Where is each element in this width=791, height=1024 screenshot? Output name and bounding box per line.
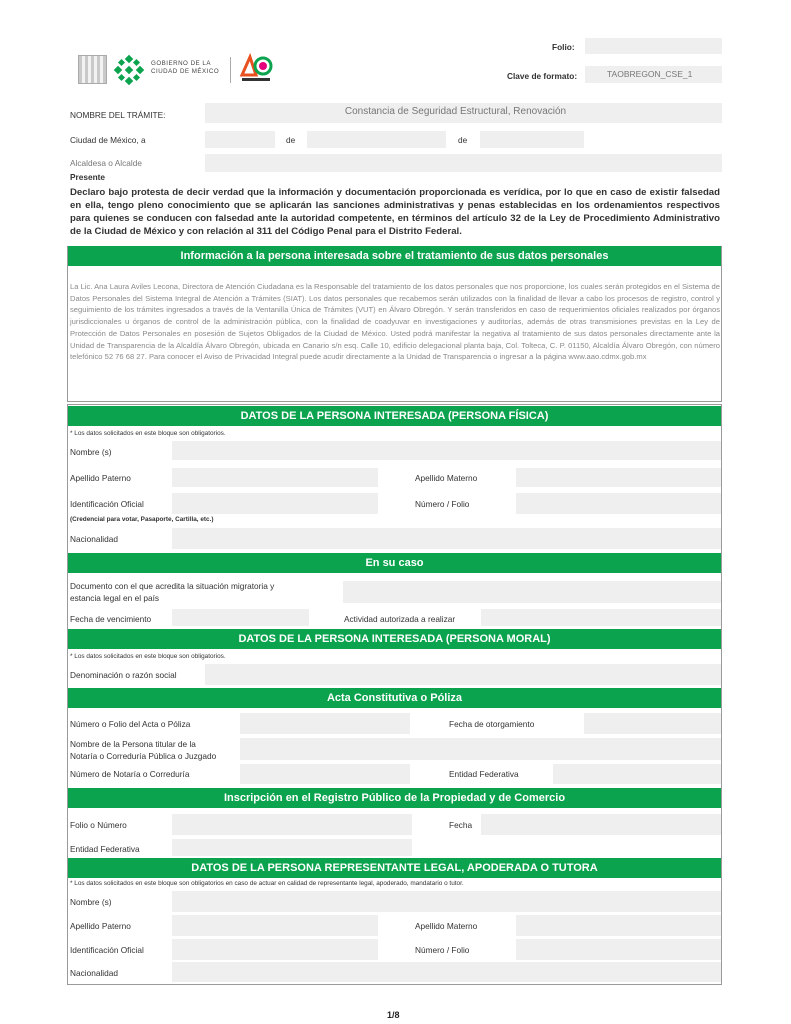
acta-entidad-input[interactable] <box>553 764 721 784</box>
fisica-apellido-paterno-input[interactable] <box>172 468 378 487</box>
representante-legal-title-bar: DATOS DE LA PERSONA REPRESENTANTE LEGAL, APODERADA O TUTORA <box>68 858 721 878</box>
clave-formato-field <box>585 66 722 83</box>
acta-numero-folio-input[interactable] <box>240 713 410 734</box>
registro-fecha-input[interactable] <box>481 814 721 835</box>
registro-fecha-label: Fecha <box>449 820 473 830</box>
persona-fisica-title-bar: DATOS DE LA PERSONA INTERESADA (PERSONA FÍSICA) <box>68 406 721 426</box>
fisica-nombre-label: Nombre (s) <box>70 447 112 457</box>
page-number: 1/8 <box>387 1010 400 1020</box>
clave-formato-value: TAOBREGON_CSE_1 <box>607 69 693 79</box>
nombre-titular-notaria-input[interactable] <box>240 738 721 760</box>
cdmx-logo-text <box>151 60 219 76</box>
folio-label: Folio: <box>552 42 575 52</box>
fecha-otorgamiento-input[interactable] <box>584 713 721 734</box>
rep-nacionalidad-input[interactable] <box>172 962 721 982</box>
alcaldesa-input[interactable] <box>205 154 722 172</box>
fisica-nacionalidad-label: Nacionalidad <box>70 534 118 544</box>
numero-notaria-input[interactable] <box>240 764 410 784</box>
moral-required-note: * Los datos solicitados en este bloque son obligatorios. <box>70 653 226 660</box>
tramite-field <box>205 103 722 123</box>
folio-input[interactable] <box>585 38 722 54</box>
documento-label-line1: Documento con el que acredita la situación migratoria y <box>70 581 275 591</box>
registro-entidad-input[interactable] <box>172 839 412 856</box>
rep-nacionalidad-label: Nacionalidad <box>70 968 118 978</box>
registro-publico-title-bar: Inscripción en el Registro Público de la Propiedad y de Comercio <box>68 788 721 808</box>
month-input[interactable] <box>307 131 446 148</box>
acta-constitutiva-title-bar: Acta Constitutiva o Póliza <box>68 688 721 708</box>
fisica-identificacion-input[interactable] <box>172 493 378 514</box>
rep-numero-folio-input[interactable] <box>516 939 721 960</box>
numero-notaria-label: Número de Notaría o Correduría <box>70 769 190 779</box>
fisica-apellido-paterno-label: Apellido Paterno <box>70 473 131 483</box>
fisica-nombre-input[interactable] <box>172 441 721 460</box>
rep-nombre-input[interactable] <box>172 891 721 912</box>
actividad-autorizada-label: Actividad autorizada a realizar <box>344 614 456 624</box>
documento-migratorio-label <box>70 580 274 604</box>
documento-migratorio-input[interactable] <box>343 581 721 603</box>
rep-apellido-materno-input[interactable] <box>516 915 721 936</box>
registro-folio-label: Folio o Número <box>70 820 127 830</box>
rep-apellido-materno-label: Apellido Materno <box>415 921 478 931</box>
fisica-identificacion-note: (Credencial para votar, Pasaporte, Cartilla, etc.) <box>70 516 214 523</box>
ciudad-fecha-label: Ciudad de México, a <box>70 135 146 145</box>
fecha-otorgamiento-label: Fecha de otorgamiento <box>449 719 535 729</box>
fisica-numero-folio-label: Número / Folio <box>415 499 470 509</box>
privacy-text: La Lic. Ana Laura Aviles Lecona, Directora de Atención Ciudadana es la Responsable del tratamiento de los datos personales que nos proporcione, los cuales serán protegidos en el Sistema de Datos Personales del Sistema Integral de Atención a Trámites (SIAT). Los datos personales que recabemos serán utilizados con la finalidad de llevar a cabo los procesos de registro, control y seguimiento de los trámites ingresados a través de la Ventanilla Única de Trámites (VUT) en Álvaro Obregón. Y serán transferidos en caso de requerimientos oficiales realizados por órganos jurisdiccionales u órganos de control de la administración pública, con la finalidad de coadyuvar en investigaciones y auditorías, además de otras transmisiones previstas en la Ley de Protección de Datos Personales en posesión de Sujetos Obligados de la Ciudad de México. Usted podrá manifestar la negativa al tratamiento de sus datos personales directamente ante la Unidad de Transparencia de la Alcaldía Álvaro Obregón, ubicada en Canario s/n esq. Calle 10, edificio delegacional planta baja, Col. Tolteca, C. P. 01150, Alcaldía Álvaro Obregón, con número telefónico 52 76 68 27. Para conocer el Aviso de Privacidad Integral puede acudir directamente a la Unidad de Transparencia o ingresar a la página www.aao.cdmx.gob.mx <box>70 282 720 362</box>
fisica-nacionalidad-input[interactable] <box>172 528 721 549</box>
registro-folio-input[interactable] <box>172 814 412 835</box>
cdmx-flower-logo <box>113 55 145 85</box>
persona-moral-title-bar: DATOS DE LA PERSONA INTERESADA (PERSONA MORAL) <box>68 629 721 649</box>
clave-formato-label: Clave de formato: <box>507 71 578 81</box>
rep-identificacion-label: Identificación Oficial <box>70 945 144 955</box>
nombre-titular-line2: Notaría o Correduría Pública o Juzgado <box>70 751 217 761</box>
fecha-vencimiento-input[interactable] <box>172 609 309 626</box>
de-label-2: de <box>458 135 468 145</box>
fisica-apellido-materno-input[interactable] <box>516 468 721 487</box>
denominacion-label: Denominación o razón social <box>70 670 177 680</box>
privacy-title-bar: Información a la persona interesada sobre el tratamiento de sus datos personales <box>68 246 721 266</box>
nombre-titular-line1: Nombre de la Persona titular de la <box>70 739 196 749</box>
rep-apellido-paterno-input[interactable] <box>172 915 378 936</box>
rep-apellido-paterno-label: Apellido Paterno <box>70 921 131 931</box>
logo-text-line2: CIUDAD DE MÉXICO <box>151 68 220 75</box>
fisica-numero-folio-input[interactable] <box>516 493 721 514</box>
day-input[interactable] <box>205 131 275 148</box>
denominacion-input[interactable] <box>205 664 721 685</box>
documento-label-line2: estancia legal en el país <box>70 593 160 603</box>
alcaldesa-label: Alcaldesa o Alcalde <box>70 158 142 168</box>
fecha-vencimiento-label: Fecha de vencimiento <box>70 614 152 624</box>
rep-nombre-label: Nombre (s) <box>70 897 112 907</box>
fisica-required-note: * Los datos solicitados en este bloque son obligatorios. <box>70 430 226 437</box>
presente-label: Presente <box>70 172 106 182</box>
declaration-text: Declaro bajo protesta de decir verdad que la información y documentación proporcionada es verídica, por lo que en caso de existir falsedad en ella, tengo pleno conocimiento que se aplicarán las sanciones administrativas y penas establecidas en los ordenamientos respectivos para quienes se conducen con falsedad ante la autoridad competente, en términos del artículo 32 de la Ley de Procedimiento Administrativo de la Ciudad de México y con relación al 311 del Código Penal para el Distrito Federal. <box>70 187 720 237</box>
acta-entidad-label: Entidad Federativa <box>449 769 519 779</box>
nombre-titular-notaria-label <box>70 738 216 762</box>
logo-text-line1: GOBIERNO DE LA <box>151 60 211 67</box>
fisica-apellido-materno-label: Apellido Materno <box>415 473 478 483</box>
rep-identificacion-input[interactable] <box>172 939 378 960</box>
representante-required-note: * Los datos solicitados en este bloque son obligatorios en caso de actuar en calidad de representante legal, apoderado, mandatario o tutor. <box>70 880 464 887</box>
de-label-1: de <box>286 135 296 145</box>
en-su-caso-title-bar: En su caso <box>68 553 721 573</box>
registro-entidad-label: Entidad Federativa <box>70 844 140 854</box>
logo-divider <box>230 57 231 83</box>
cdmx-coat-of-arms-logo <box>78 55 107 84</box>
tramite-label: NOMBRE DEL TRÁMITE: <box>70 110 166 120</box>
actividad-autorizada-input[interactable] <box>481 609 721 626</box>
alcaldia-ao-logo <box>238 53 274 83</box>
tramite-value: Constancia de Seguridad Estructural, Renovación <box>344 106 567 117</box>
acta-numero-folio-label: Número o Folio del Acta o Póliza <box>70 719 191 729</box>
year-input[interactable] <box>480 131 584 148</box>
fisica-identificacion-label: Identificación Oficial <box>70 499 144 509</box>
rep-numero-folio-label: Número / Folio <box>415 945 470 955</box>
